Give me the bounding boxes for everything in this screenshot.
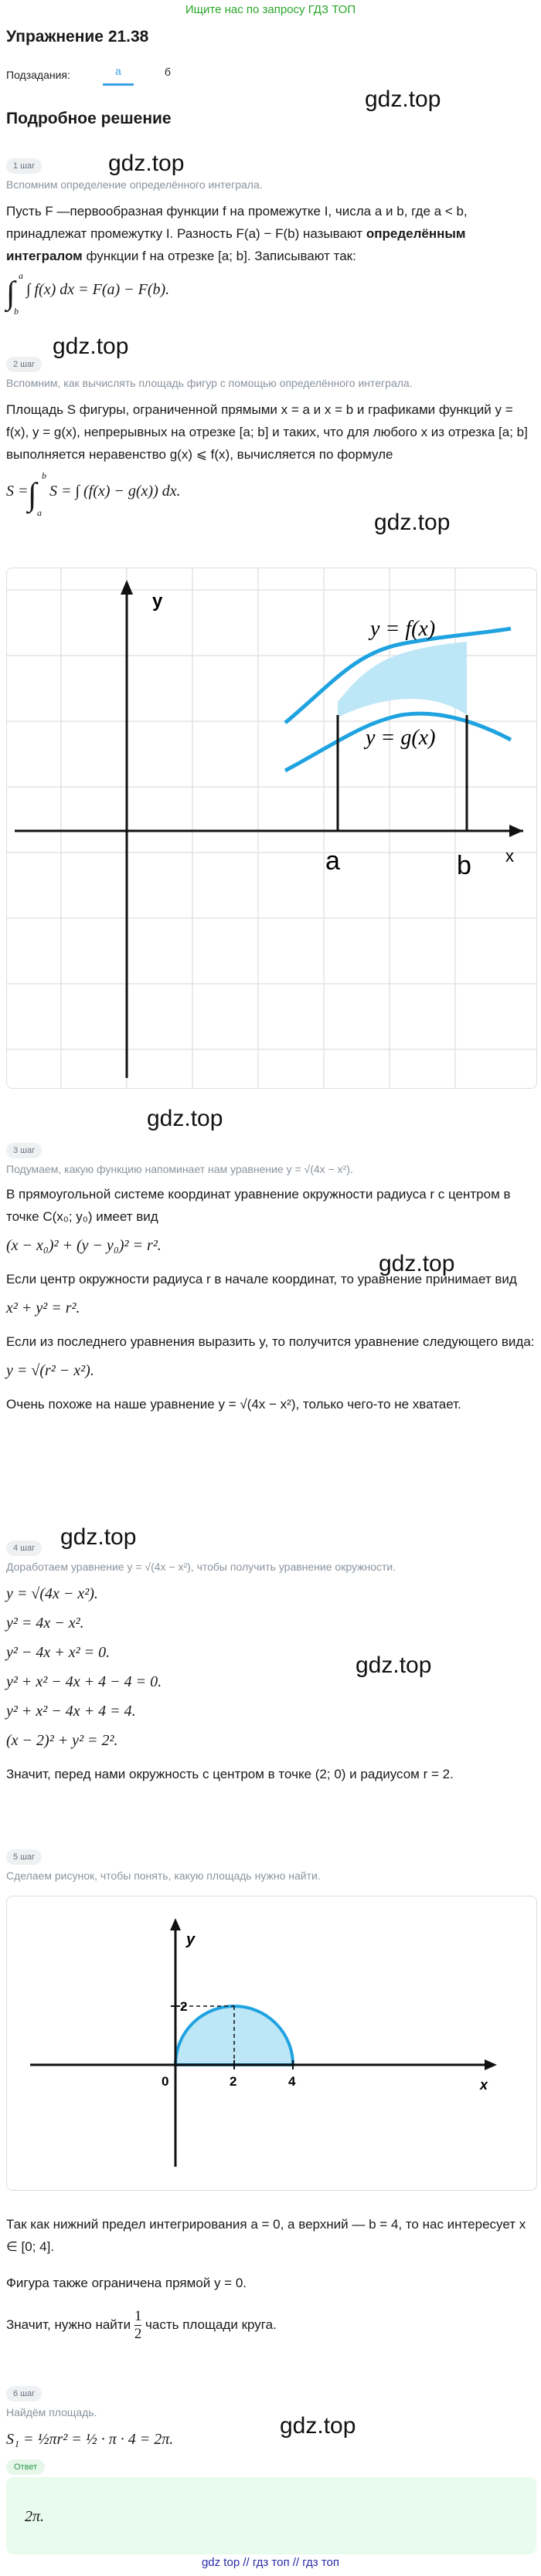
x-arrow-icon	[509, 825, 523, 837]
f-label: y = f(x)	[370, 617, 436, 641]
step-text: Так как нижний предел интегрирования a = 0, а верхний — b = 4, то нас интересует x ∈ [0; 4].	[6, 2217, 526, 2254]
solution-title: Подробное решение	[6, 110, 172, 127]
a-label: a	[325, 846, 340, 876]
step-5	[6, 1849, 536, 1882]
transform-line: y² + x² − 4x + 4 − 4 = 0.	[6, 1673, 162, 1690]
subtasks-label: Подзадания:	[6, 69, 70, 81]
y-axis-label: y	[152, 591, 163, 612]
watermark: gdz.top	[365, 86, 441, 112]
tick-y-label: 2	[180, 1999, 188, 2014]
formula-y: y = √(r² − x²).	[6, 1362, 94, 1379]
footer-links[interactable]: gdz top // гдз топ // гдз топ	[201, 2556, 340, 2569]
area-result: S₁ = ½πr² = ½ · π · 4 = 2π.	[6, 2431, 174, 2448]
answer-badge: Ответ	[6, 2459, 45, 2475]
step-text: Если из последнего уравнения выразить y, то получится уравнение следующего вида:	[6, 1334, 535, 1349]
x-axis-label: x	[480, 2077, 488, 2093]
step-text: Фигура также ограничена прямой y = 0.	[6, 2276, 247, 2290]
watermark: gdz.top	[108, 151, 185, 176]
watermark: gdz.top	[356, 1652, 432, 1678]
step-hint: Подумаем, какую функцию напоминает нам уравнение y = √(4x − x²).	[6, 1163, 353, 1175]
watermark: gdz.top	[379, 1251, 455, 1276]
answer-box	[6, 2477, 536, 2554]
step-6	[6, 2386, 536, 2457]
transform-line: y² − 4x + x² = 0.	[6, 1644, 111, 1661]
step-hint: Найдём площадь.	[6, 2406, 97, 2418]
transform-line: (x − 2)² + y² = 2².	[6, 1732, 118, 1749]
step-text: Если центр окружности радиуса r в начале координат, то уравнение принимает вид	[6, 1272, 517, 1286]
page-title: Упражнение 21.38	[6, 28, 149, 46]
answer-value: 2π.	[25, 2508, 45, 2525]
graph-semicircle-svg	[7, 1896, 536, 2190]
y-arrow-icon	[121, 580, 133, 595]
step-text: Значит, нужно найти $\frac{1}{2}$ часть площади круга.	[6, 2308, 277, 2342]
integral-formula: ∫ a b ∫ f(x) dx = F(a) − F(b).	[6, 270, 170, 317]
step-3	[6, 1143, 536, 1415]
x-axis-label: x	[505, 846, 514, 866]
step-badge: 4 шаг	[6, 1541, 42, 1556]
step-text: Очень похоже на наше уравнение y = √(4x − x²), только чего-то не хватает.	[6, 1397, 461, 1412]
tab-a[interactable]: а	[103, 65, 134, 86]
origin-label: 0	[162, 2074, 169, 2089]
watermark: gdz.top	[280, 2413, 356, 2439]
step-text: Пусть F —первообразная функции f на промежутке I, числа a и b, где a < b, принадлежат промежутку I. Разность F(a) − F(b) называют определённым интегралом функции f на отрезке [a; b]. Записывают так:	[6, 204, 468, 263]
g-label: y = g(x)	[366, 726, 436, 750]
step-badge: 2 шаг	[6, 357, 42, 372]
step-hint: Сделаем рисунок, чтобы понять, какую площадь нужно найти.	[6, 1869, 321, 1882]
watermark: gdz.top	[60, 1524, 137, 1550]
step-text: Значит, перед нами окружность с центром в точке (2; 0) и радиусом r = 2.	[6, 1767, 454, 1781]
step-text: Площадь S фигуры, ограниченной прямыми x = a и x = b и графиками функций y = f(x), y = g(x), непрерывных на отрезке [a; b] и таких, что для любого x из отрезка [a; b] выполняется неравенство g(x) ⩽ f(x), вычисляется по формуле	[6, 402, 528, 462]
x-arrow-icon	[485, 2059, 497, 2070]
step-badge: 5 шаг	[6, 1849, 42, 1865]
tab-b[interactable]: б	[164, 66, 171, 78]
transform-line: y = √(4x − x²).	[6, 1585, 98, 1602]
formula-circle-origin: x² + y² = r².	[6, 1300, 80, 1317]
watermark: gdz.top	[374, 510, 451, 535]
step-badge: 6 шаг	[6, 2386, 42, 2401]
watermark: gdz.top	[147, 1106, 223, 1131]
step-1	[6, 158, 536, 317]
step-badge: 3 шаг	[6, 1143, 42, 1158]
graph-semicircle	[6, 1896, 537, 2191]
step-hint: Вспомним, как вычислять площадь фигур с помощью определённого интеграла.	[6, 377, 413, 389]
step-2	[6, 357, 536, 517]
top-banner[interactable]: Ищите нас по запросу ГДЗ ТОП	[185, 3, 356, 16]
watermark: gdz.top	[53, 334, 129, 359]
subtasks-bar	[6, 63, 541, 86]
area-formula: ∫ b a S = S = ∫ (f(x) − g(x)) dx.	[6, 470, 181, 518]
step-hint: Доработаем уравнение y = √(4x − x²), чтобы получить уравнение окружности.	[6, 1561, 396, 1573]
step-badge: 1 шаг	[6, 158, 42, 174]
area-fill	[338, 642, 467, 717]
answer-header	[6, 2459, 536, 2475]
formula-circle: (x − x₀)² + (y − y₀)² = r².	[6, 1237, 162, 1254]
graph-f-g	[6, 568, 537, 1089]
y-axis-label: y	[186, 1931, 196, 1948]
tick-x2-label: 2	[230, 2074, 237, 2089]
step-text: В прямоугольной системе координат уравнение окружности радиуса r с центром в точке C(x₀; y₀) имеет вид	[6, 1187, 511, 1224]
tick-x4-label: 4	[288, 2074, 296, 2089]
b-label: b	[457, 851, 471, 880]
step-5-text	[6, 2213, 536, 2343]
step-4	[6, 1541, 536, 1785]
y-arrow-icon	[170, 1918, 181, 1930]
step-hint: Вспомним определение определённого интеграла.	[6, 178, 263, 191]
graph-f-g-svg	[7, 568, 536, 1088]
transform-line: y² + x² − 4x + 4 = 4.	[6, 1703, 136, 1720]
transform-line: y² = 4x − x².	[6, 1615, 84, 1632]
